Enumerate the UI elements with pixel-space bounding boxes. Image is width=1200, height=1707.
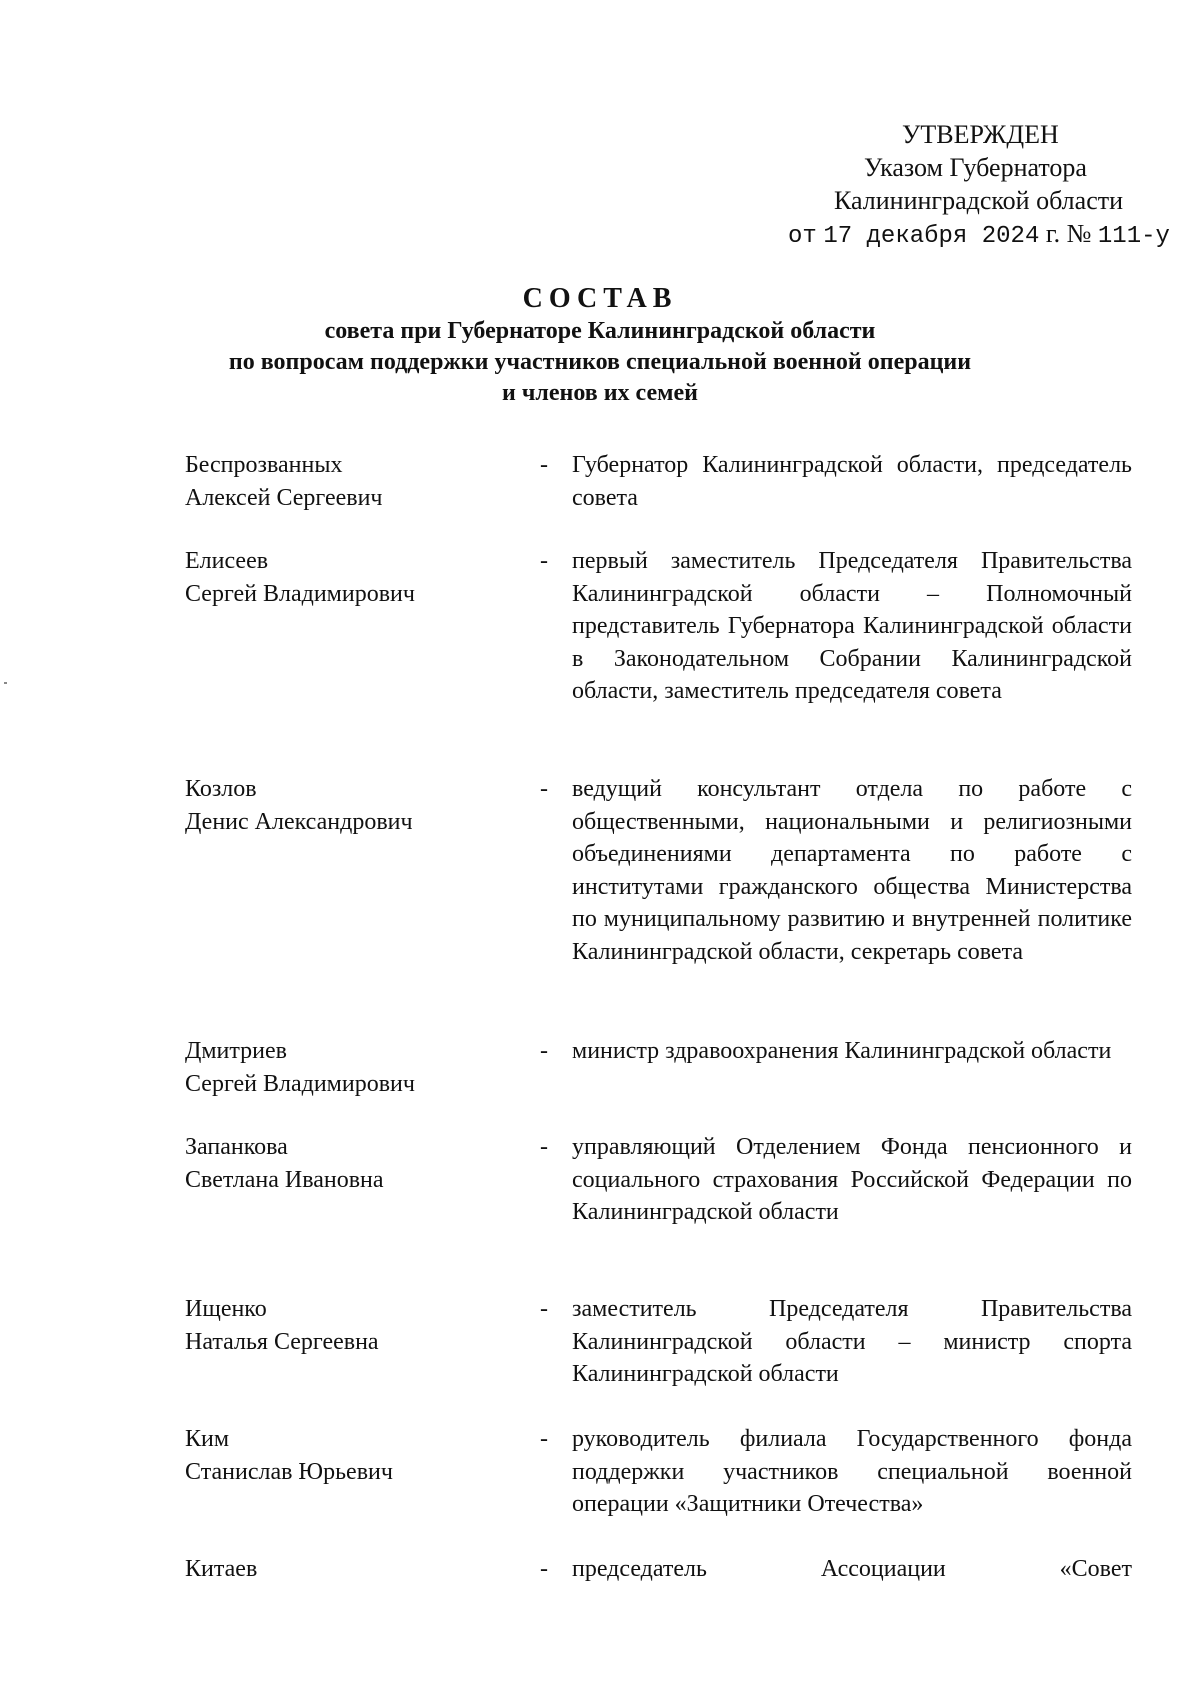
document-title: СОСТАВ <box>522 283 678 314</box>
document-subtitle-line-1: совета при Губернаторе Калининградской области <box>324 318 876 344</box>
document-subtitle-line-2: по вопросам поддержки участников специальной военной операции <box>228 349 972 375</box>
member-entry <box>185 1035 1145 1131</box>
member-name <box>185 1293 540 1358</box>
approval-number-label: г. № <box>1045 219 1092 248</box>
member-given-names: Сергей Владимирович <box>185 1070 415 1097</box>
members-list <box>185 449 1145 1593</box>
member-position: управляющий Отделением Фонда пенсионного и социального страхования Российской Федерации по Калининградской области <box>572 1134 1132 1225</box>
member-entry <box>185 1423 1145 1553</box>
member-name <box>185 1035 540 1100</box>
member-entry <box>185 1131 1145 1293</box>
member-name <box>185 1553 540 1586</box>
member-name <box>185 1423 540 1488</box>
member-name <box>185 545 540 610</box>
member-dash: - <box>540 548 548 574</box>
member-surname: Козлов <box>185 776 257 802</box>
member-dash: - <box>540 1038 548 1064</box>
member-name <box>185 773 540 838</box>
member-name <box>185 449 540 514</box>
member-given-names: Станислав Юрьевич <box>185 1458 393 1485</box>
member-position: руководитель филиала Государственного фонда поддержки участников специальной военной операции «Защитники Отечества» <box>572 1426 1132 1517</box>
member-position: заместитель Председателя Правительства Калининградской области – министр спорта Калининградской области <box>572 1296 1132 1387</box>
approval-title: УТВЕРЖДЕН <box>902 120 1059 149</box>
member-surname: Беспрозванных <box>185 452 343 478</box>
member-entry <box>185 1553 1145 1593</box>
document-heading <box>160 282 1040 409</box>
member-surname: Дмитриев <box>185 1038 288 1064</box>
member-given-names: Наталья Сергеевна <box>185 1328 379 1355</box>
approval-date-prefix: от <box>788 223 817 250</box>
member-given-names: Сергей Владимирович <box>185 580 415 607</box>
member-entry <box>185 773 1145 1035</box>
member-given-names: Денис Александрович <box>185 808 413 835</box>
approval-line-date-number <box>788 217 1200 253</box>
approval-stamp-block <box>760 118 1180 253</box>
member-dash: - <box>540 1426 548 1452</box>
member-dash: - <box>540 1296 548 1322</box>
member-given-names: Алексей Сергеевич <box>185 484 383 511</box>
document-subtitle-line-3: и членов их семей <box>502 380 698 406</box>
member-surname: Елисеев <box>185 548 269 574</box>
member-dash: - <box>540 776 548 802</box>
member-position: ведущий консультант отдела по работе с общественными, национальными и религиозными объединениями департамента по работе с институтами гражданского общества Министерства по муниципальному развитию и внутренней политике Калининградской области, секретарь совета <box>572 776 1132 965</box>
member-surname: Ищенко <box>185 1296 267 1322</box>
member-entry <box>185 545 1145 773</box>
member-dash: - <box>540 1134 548 1160</box>
member-surname: Запанкова <box>185 1134 288 1160</box>
approval-line-region: Калининградской области <box>834 186 1124 215</box>
approval-number: 111-у <box>1097 223 1170 250</box>
member-dash: - <box>540 1556 548 1582</box>
scan-speck <box>4 682 7 684</box>
member-entry <box>185 449 1145 545</box>
member-surname: Ким <box>185 1426 230 1452</box>
member-surname: Китаев <box>185 1556 258 1582</box>
member-position: министр здравоохранения Калининградской области <box>572 1038 1112 1064</box>
approval-date: 17 декабря 2024 <box>823 223 1040 250</box>
member-name <box>185 1131 540 1196</box>
member-position: председатель Ассоциации «Совет <box>572 1556 1132 1582</box>
member-position: первый заместитель Председателя Правительства Калининградской области – Полномочный представитель Губернатора Калининградской области в Законодательном Собрании Калининградской области, заместитель председателя совета <box>572 548 1132 704</box>
approval-line-decree: Указом Губернатора <box>864 153 1087 182</box>
member-dash: - <box>540 452 548 478</box>
member-entry <box>185 1293 1145 1423</box>
member-given-names: Светлана Ивановна <box>185 1166 384 1193</box>
member-position: Губернатор Калининградской области, председатель совета <box>572 452 1132 511</box>
